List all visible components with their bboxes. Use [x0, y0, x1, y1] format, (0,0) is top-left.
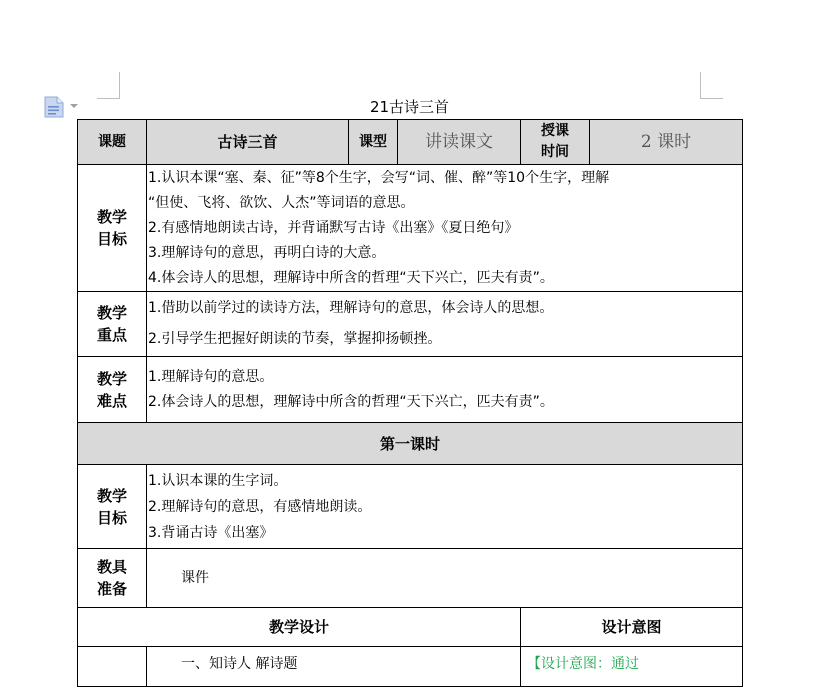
difficulties-content	[147, 357, 743, 423]
difficulties-row	[78, 357, 743, 423]
key-points-content	[147, 292, 743, 357]
lesson-goals-content	[147, 465, 743, 549]
lesson-plan-table	[77, 119, 743, 687]
key-points-label: 教学重点	[78, 292, 147, 357]
topic-label: 课题	[78, 120, 147, 165]
design-step-1: 一、知诗人 解诗题	[147, 647, 521, 687]
crop-mark-top-left	[97, 72, 120, 99]
goals-content	[147, 165, 743, 292]
type-label: 课型	[349, 120, 398, 165]
goals-label: 教学目标	[78, 165, 147, 292]
header-row	[78, 120, 743, 165]
goals-line: 3.理解诗句的意思，再明白诗的大意。	[148, 244, 386, 261]
lesson-goal-line: 1.认识本课的生字词。	[148, 472, 288, 489]
prep-value: 课件	[147, 549, 743, 608]
goals-row	[78, 165, 743, 292]
prep-row	[78, 549, 743, 608]
design-row	[78, 647, 743, 687]
difficulty-line: 2.体会诗人的思想，理解诗中所含的哲理“天下兴亡，匹夫有责”。	[148, 393, 554, 410]
difficulty-line: 1.理解诗句的意思。	[148, 368, 274, 385]
goals-line: 1.认识本课“塞、秦、征”等8个生字，会写“词、催、醉”等10个生字，理解	[148, 169, 610, 186]
topic-value: 古诗三首	[147, 120, 349, 165]
design-intent-1: 【设计意图：通过	[521, 647, 743, 687]
key-points-row	[78, 292, 743, 357]
design-header-row	[78, 608, 743, 647]
lesson-goal-line: 2.理解诗句的意思，有感情地朗读。	[148, 498, 372, 515]
document-icon[interactable]	[44, 96, 64, 118]
lesson-heading-row	[78, 423, 743, 465]
page-title: 21古诗三首	[369, 98, 450, 116]
lesson-goals-label: 教学目标	[78, 465, 147, 549]
goals-line: “但使、飞将、欲饮、人杰”等词语的意思。	[148, 194, 415, 211]
intent-label: 设计意图	[521, 608, 743, 647]
prep-label: 教具准备	[78, 549, 147, 608]
key-point-line: 1.借助以前学过的读诗方法，理解诗句的意思，体会诗人的思想。	[148, 300, 554, 316]
type-value: 讲读课文	[398, 120, 521, 165]
hours-value: 2 课时	[590, 120, 743, 165]
goals-line: 4.体会诗人的思想，理解诗中所含的哲理“天下兴亡，匹夫有责”。	[148, 269, 554, 286]
lesson-goals-row	[78, 465, 743, 549]
goals-line: 2.有感情地朗读古诗，并背诵默写古诗《出塞》《夏日绝句》	[148, 219, 519, 236]
design-label: 教学设计	[78, 608, 521, 647]
design-step-number	[78, 647, 147, 687]
lesson-heading: 第一课时	[78, 423, 743, 465]
key-point-line: 2.引导学生把握好朗读的节奏，掌握抑扬顿挫。	[148, 331, 442, 347]
crop-mark-top-right	[700, 72, 723, 99]
difficulties-label: 教学难点	[78, 357, 147, 423]
hours-label: 授课时间	[521, 120, 590, 165]
lesson-goal-line: 3.背诵古诗《出塞》	[148, 524, 274, 541]
